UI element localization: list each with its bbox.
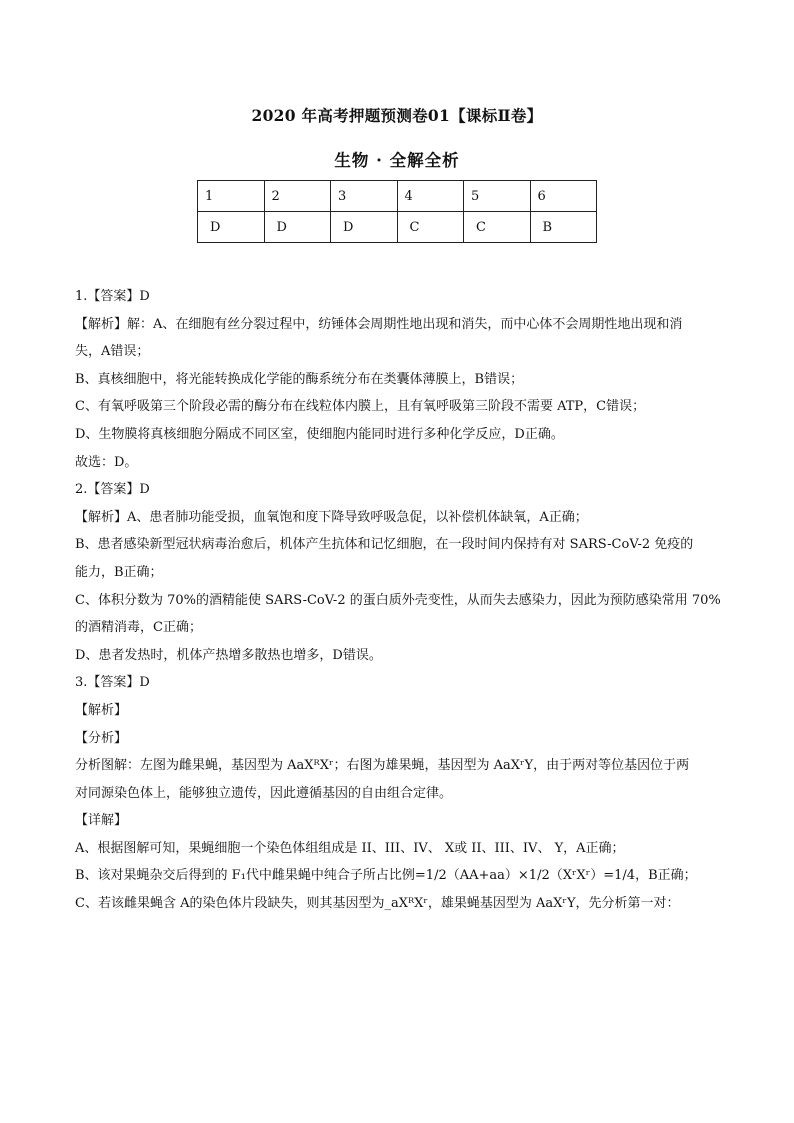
answer-table — [197, 180, 597, 243]
analysis-line: C、若该雌果蝇含 A的染色体片段缺失，则其基因型为_aXᴿXʳ，雄果蝇基因型为 AaXʳY，先分析第一对： — [75, 896, 680, 912]
question-number-cell: 2 — [264, 181, 331, 212]
question-number-cell: 3 — [331, 181, 398, 212]
answer-cell: C — [464, 212, 531, 243]
question-number-cell: 1 — [198, 181, 265, 212]
analysis-line: B、真核细胞中，将光能转换成化学能的酶系统分布在类囊体薄膜上，B错误； — [75, 371, 524, 387]
analysis-line: 的酒精消毒，C正确； — [75, 620, 202, 636]
answer-cell: B — [530, 212, 597, 243]
answer-table-number-row — [198, 181, 597, 212]
analysis-line: A、根据图解可知，果蝇细胞一个染色体组组成是 II、III、IV、 X或 II、III、IV、 Y，A正确； — [75, 840, 625, 856]
answer-cell: C — [397, 212, 464, 243]
question-number-cell: 4 — [397, 181, 464, 212]
analysis-line: C、有氧呼吸第三个阶段必需的酶分布在线粒体内膜上，且有氧呼吸第三阶段不需要 ATP，C错误； — [75, 399, 646, 415]
answer-cell: D — [331, 212, 398, 243]
page-title: 2020 年高考押题预测卷01【课标Ⅱ卷】 — [251, 106, 543, 125]
answer-heading-1: 1.【答案】D — [75, 289, 150, 304]
answer-heading-2: 2.【答案】D — [75, 482, 150, 498]
analysis-line: B、该对果蝇杂交后得到的 F₁代中雌果蝇中纯合子所占比例=1/2（AA+aa）×1/2（XʳXʳ）=1/4，B正确； — [75, 868, 697, 884]
solution-text — [75, 283, 723, 918]
answer-cell: D — [198, 212, 265, 243]
analysis-line: 分析图解：左图为雌果蝇，基因型为 AaXᴿXʳ；右图为雄果蝇，基因型为 AaXʳY，由于两对等位基因位于两 — [75, 758, 690, 774]
analysis-line: 对同源染色体上，能够独立遗传，因此遵循基因的自由组合定律。 — [75, 785, 453, 801]
analysis-line: 【解析】解：A、在细胞有丝分裂过程中，纺锤体会周期性地出现和消失，而中心体不会周期性地出现和消 — [75, 316, 683, 332]
section-label: 【详解】 — [75, 813, 128, 829]
analysis-line: D、生物膜将真核细胞分隔成不同区室，使细胞内能同时进行多种化学反应，D正确。 — [75, 426, 564, 442]
section-label: 【分析】 — [75, 730, 128, 746]
analysis-line: 失，A错误； — [75, 344, 150, 360]
question-number-cell: 6 — [530, 181, 597, 212]
question-number-cell: 5 — [464, 181, 531, 212]
page-subtitle: 生物 · 全解全析 — [334, 151, 460, 170]
analysis-line: 故选：D。 — [75, 454, 138, 470]
analysis-line: 【解析】A、患者肺功能受损，血氧饱和度下降导致呼吸急促，以补偿机体缺氧，A正确； — [75, 509, 588, 525]
analysis-line: B、患者感染新型冠状病毒治愈后，机体产生抗体和记忆细胞，在一段时间内保持有对 SARS-CoV-2 免疫的 — [75, 537, 694, 553]
analysis-line: D、患者发热时，机体产热增多散热也增多，D错误。 — [75, 647, 382, 663]
analysis-line: 能力，B正确； — [75, 564, 163, 580]
answer-heading-3: 3.【答案】D — [75, 675, 150, 691]
answer-cell: D — [264, 212, 331, 243]
analysis-line: C、体积分数为 70%的酒精能使 SARS-CoV-2 的蛋白质外壳变性，从而失去感染力，因此为预防感染常用 70% — [75, 592, 721, 608]
section-label: 【解析】 — [75, 702, 128, 718]
answer-table-answer-row — [198, 212, 597, 243]
